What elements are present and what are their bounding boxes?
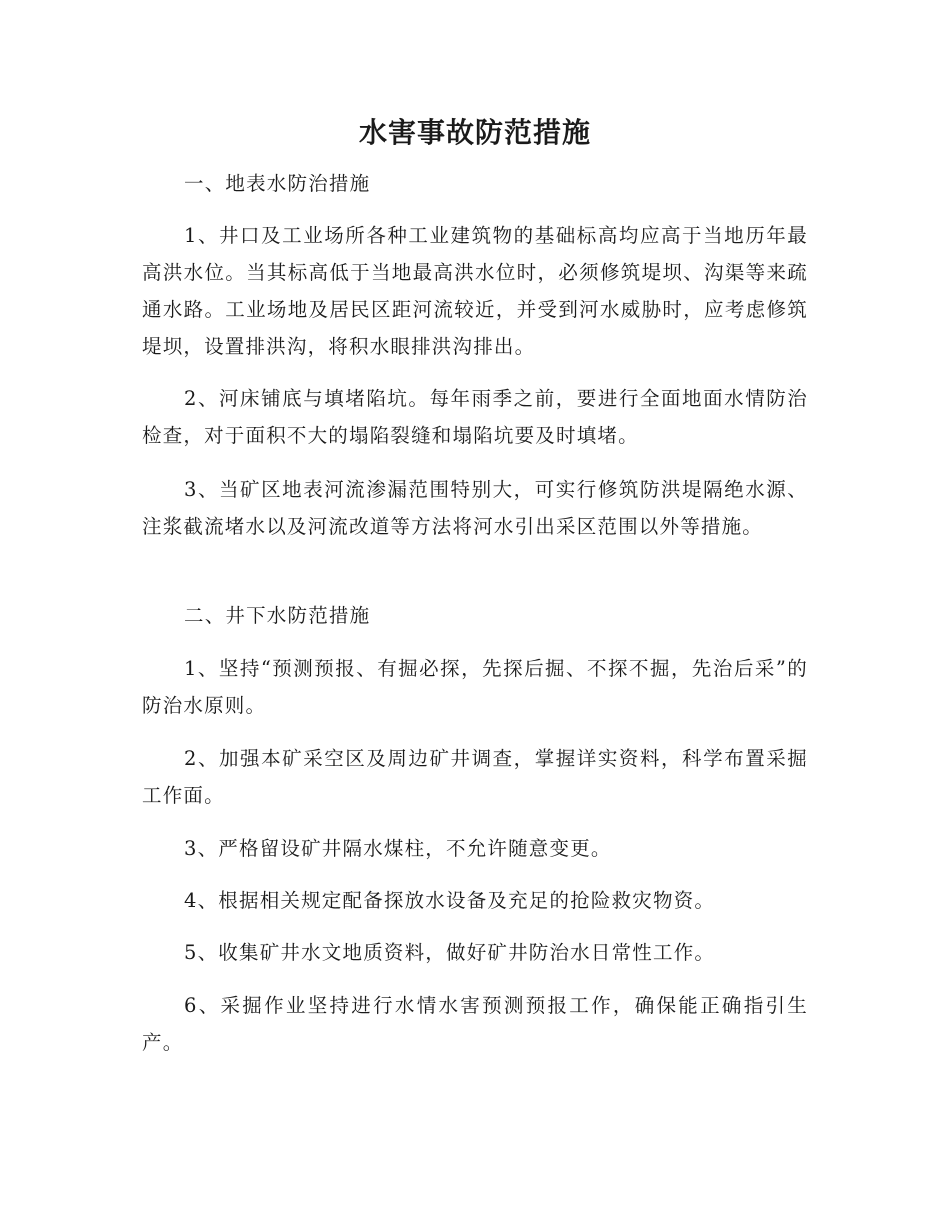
paragraph-underground-1: 1、坚持“预测预报、有掘必探，先探后掘、不探不掘，先治后采”的防治水原则。	[142, 657, 808, 717]
paragraph-surface-3: 3、当矿区地表河流渗漏范围特别大，可实行修筑防洪堤隔绝水源、注浆截流堵水以及河流改道等方法将河水引出采区范围以外等措施。	[142, 478, 808, 538]
paragraph-underground-3: 3、严格留设矿井隔水煤柱，不允许随意变更。	[184, 837, 612, 860]
section-heading-surface-water: 一、地表水防治措施	[184, 172, 371, 195]
page-title: 水害事故防范措施	[358, 116, 591, 149]
paragraph-underground-2: 2、加强本矿采空区及周边矿井调查，掌握详实资料，科学布置采掘工作面。	[142, 747, 808, 807]
paragraph-underground-4: 4、根据相关规定配备探放水设备及充足的抢险救灾物资。	[184, 889, 716, 912]
paragraph-underground-5: 5、收集矿井水文地质资料，做好矿井防治水日常性工作。	[184, 941, 716, 964]
paragraph-surface-2: 2、河床铺底与填堵陷坑。每年雨季之前，要进行全面地面水情防治检查，对于面积不大的塌陷裂缝和塌陷坑要及时填堵。	[142, 387, 808, 447]
paragraph-surface-1: 1、井口及工业场所各种工业建筑物的基础标高均应高于当地历年最高洪水位。当其标高低于当地最高洪水位时，必须修筑堤坝、沟渠等来疏通水路。工业场地及居民区距河流较近，并受到河水威胁时，应考虑修筑堤坝，设置排洪沟，将积水眼排洪沟排出。	[142, 224, 808, 358]
section-heading-underground-water: 二、井下水防范措施	[184, 604, 371, 627]
paragraph-underground-6: 6、采掘作业坚持进行水情水害预测预报工作，确保能正确指引生产。	[142, 994, 808, 1054]
